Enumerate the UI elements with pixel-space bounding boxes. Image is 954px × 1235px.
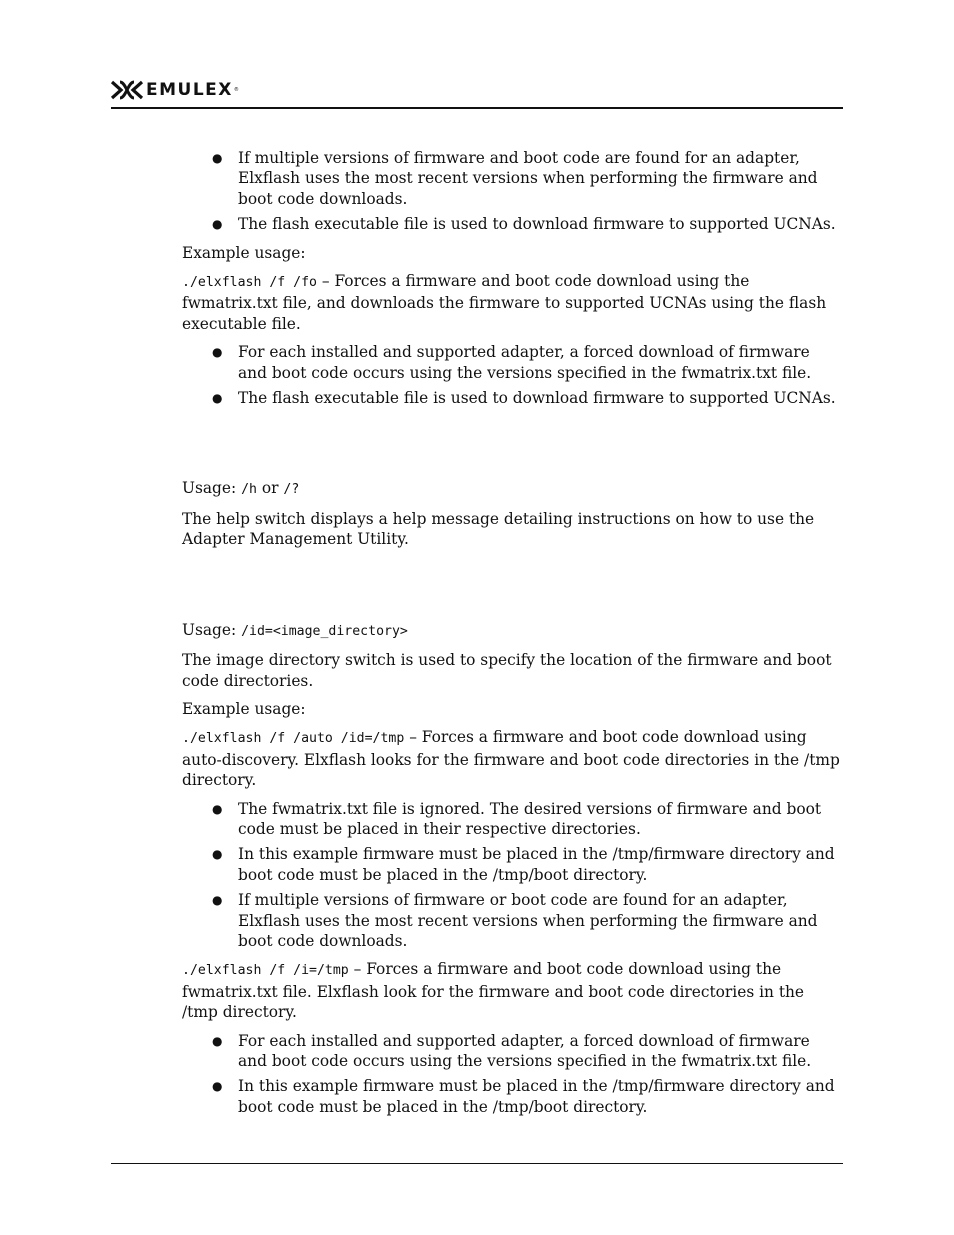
list-item: ● The flash executable file is used to download firmware to supported UCNAs. [212,215,836,234]
list-item: ● In this example firmware must be placed in the /tmp/firmware directory and boot code must be placed in the /tmp/boot directory. [212,1077,835,1116]
help-description: The help switch displays a help message detailing instructions on how to use the Adapter Management Utility. [182,509,815,549]
command-description: – Forces a firmware and boot code download using the fwmatrix.txt file. Elxflash look for the firmware and boot code directories in the /tmp directory. [182,960,805,1022]
image-directory-usage: Usage: /id=<image_directory> [182,620,408,639]
command-code: ./elxflash /f /auto /id=/tmp [182,731,405,747]
command-code: ./elxflash /f /i=/tmp [182,963,349,979]
bullet-icon: ● [212,345,223,360]
command-example-3 [182,959,842,1022]
brand-name: EMULEX [146,80,233,100]
command-description: – Forces a firmware and boot code download using the fwmatrix.txt file, and downloads the firmware to supported UCNAs using the flash executable file. [182,272,827,333]
example-label: Example usage: [182,243,306,262]
bullet-icon: ● [212,847,223,862]
command-example-2 [182,727,842,790]
help-switch-alt-code: /? [283,482,300,498]
example-label: Example usage: [182,699,306,718]
header-rule [111,107,843,109]
command-description: – Forces a firmware and boot code download using auto-discovery. Elxflash looks for the firmware and boot code directories in the /tmp directory. [182,728,840,790]
list-item: ● The fwmatrix.txt file is ignored. The desired versions of firmware and boot code must be placed in their respective directories. [212,799,822,838]
bullet-icon: ● [212,1079,223,1094]
list-item: ● If multiple versions of firmware or boot code are found for an adapter, Elxflash uses the most recent versions when performing the firmware and boot code downloads. [212,891,818,950]
bullet-list-1 [182,148,842,235]
image-directory-description: The image directory switch is used to specify the location of the firmware and boot code directories. [182,651,832,690]
bullet-icon: ● [212,217,223,232]
list-item: ● For each installed and supported adapter, a forced download of firmware and boot code occurs using the versions specified in the fwmatrix.txt file. [212,343,812,382]
list-item: ● In this example firmware must be placed in the /tmp/firmware directory and boot code must be placed in the /tmp/boot directory. [212,845,835,884]
bullet-icon: ● [212,391,223,406]
list-item: ● For each installed and supported adapter, a forced download of firmware and boot code occurs using the versions specified in the fwmatrix.txt file. [212,1031,812,1070]
list-item: ● The flash executable file is used to download firmware to supported UCNAs. [212,389,836,408]
bullet-list-4 [182,1031,842,1118]
bullet-list-3 [182,799,842,952]
bullet-icon: ● [212,893,223,908]
command-code: ./elxflash /f /fo [182,275,317,291]
bullet-list-2 [182,342,842,408]
trademark-symbol: ® [233,87,239,93]
image-directory-code: /id=<image_directory> [241,623,408,639]
footer-rule [111,1163,843,1164]
bullet-icon: ● [212,151,223,165]
emulex-logo-icon [111,80,143,100]
list-item: ● If multiple versions of firmware and boot code are found for an adapter, Elxflash uses the most recent versions when performing the firmware and boot code downloads. [212,149,818,208]
help-usage: Usage: /h or /? [182,479,300,498]
help-switch-code: /h [241,482,257,498]
page-header [111,78,239,102]
bullet-icon: ● [212,801,223,816]
bullet-icon: ● [212,1033,223,1048]
command-example-1 [182,271,842,334]
main-content [182,148,842,1125]
